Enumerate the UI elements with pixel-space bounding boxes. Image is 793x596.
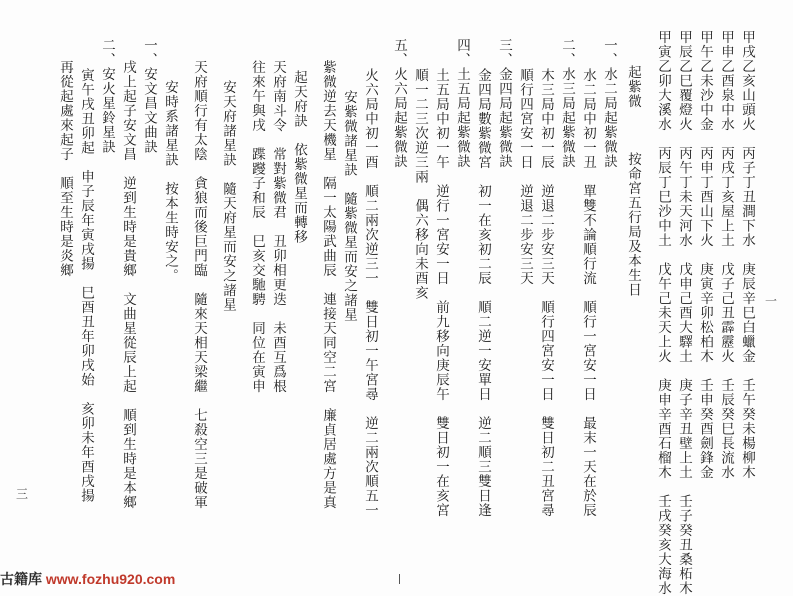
text-column: 安天府諸星訣 隨天府星而安之諸星 [220,80,236,312]
text-column: 四、土五局起紫微訣 [454,38,470,169]
text-column: 起紫微 按命宮五行局及本生日 [625,65,641,297]
text-column: 水二局中初一丑 單雙不論順行流 順行一宮安一日 最末一天在於辰 [580,68,596,518]
watermark-footer [0,569,175,589]
text-column: 再從起處來起子 順至生時是炎鄉 [57,60,73,278]
fold-mark [399,574,400,584]
page-number-right: 一 [765,294,778,308]
text-column: 金四局數紫微宮 初一在亥初二辰 順二逆一安單日 逆二順三雙日逢 [475,68,491,518]
text-column: 天府順行有太陰 貪狼而後巨門臨 隨來天相天梁繼 七殺空三是破軍 [191,60,207,510]
text-column: 五、火六局起紫微訣 [391,38,407,169]
text-column: 火六局中初一酉 順二兩次逆三一 雙日初一午宮尋 逆二兩次順五一 [362,68,378,518]
text-column: 甲寅乙卯大溪水 丙辰丁巳沙中土 戊午己未天上火 庚申辛酉石榴木 壬戌癸亥大海水 [655,30,671,596]
text-column: 木三局中初一辰 逆退二步安三天 順行四宮安一日 雙日初二丑宮尋 [538,68,554,518]
text-column: 寅午戌丑卯起 申子辰年寅戌揚 巳酉丑年卯戌始 亥卯未年酉戌揚 [78,68,94,503]
text-column: 土五局中初一午 逆行一宮安一日 前九移向庚辰午 雙日初一在亥宮 [433,68,449,518]
text-column: 往來午與戌 蹀躞子和辰 巳亥交馳騁 同位在寅申 [249,60,265,394]
text-column: 甲辰乙巳覆燈火 丙午丁未天河水 戊申己酉大驛土 庚子辛丑壁上土 壬子癸丑桑柘木 [676,30,692,596]
text-column: 甲戌乙亥山頭火 丙子丁丑澗下水 庚辰辛巳白蠟金 壬午癸未楊柳木 [739,30,755,480]
site-url: www.fozhu920.com [45,571,176,587]
text-column: 三、金四局起紫微訣 [496,38,512,169]
text-column: 一、水二局起紫微訣 [601,38,617,169]
text-column: 安時系諸星訣 按本生時安之。 [162,80,178,283]
text-column: 甲申乙酉泉中水 丙戌丁亥屋上土 戊子己丑霹靂火 壬辰癸巳長流水 [718,30,734,480]
text-column: 天府南斗令 常對紫微君 丑卯相更迭 未酉互爲根 [270,60,286,394]
text-column: 順行四宮安一日 逆退二步安三天 [517,68,533,286]
text-column: 順一二三次逆三兩 偶六移向未酉亥 [412,68,428,300]
text-column: 二、水三局起紫微訣 [559,38,575,169]
text-column: 二、安火星鈴星訣 [99,38,115,154]
page-number-left: 三 [16,487,29,501]
text-column: 一、安文昌文曲訣 [141,38,157,154]
text-column: 紫微逆去天機星 隔一太陽武曲辰 連接天同空二宮 廉貞居處方是真 [320,60,336,510]
site-prefix: 古籍库 [0,571,42,587]
text-column: 甲午乙未沙中金 丙申丁酉山下火 庚寅辛卯松柏木 壬申癸酉劍鋒金 [697,30,713,480]
text-column: 安紫微諸星訣 隨紫微星而安之諸星 [341,90,357,322]
text-column: 起天府訣 依紫微星而轉移 [291,70,307,244]
text-column: 戌上起子安文昌 逆到生時是貴鄉 文曲星從辰上起 順到生時是本鄉 [120,60,136,510]
